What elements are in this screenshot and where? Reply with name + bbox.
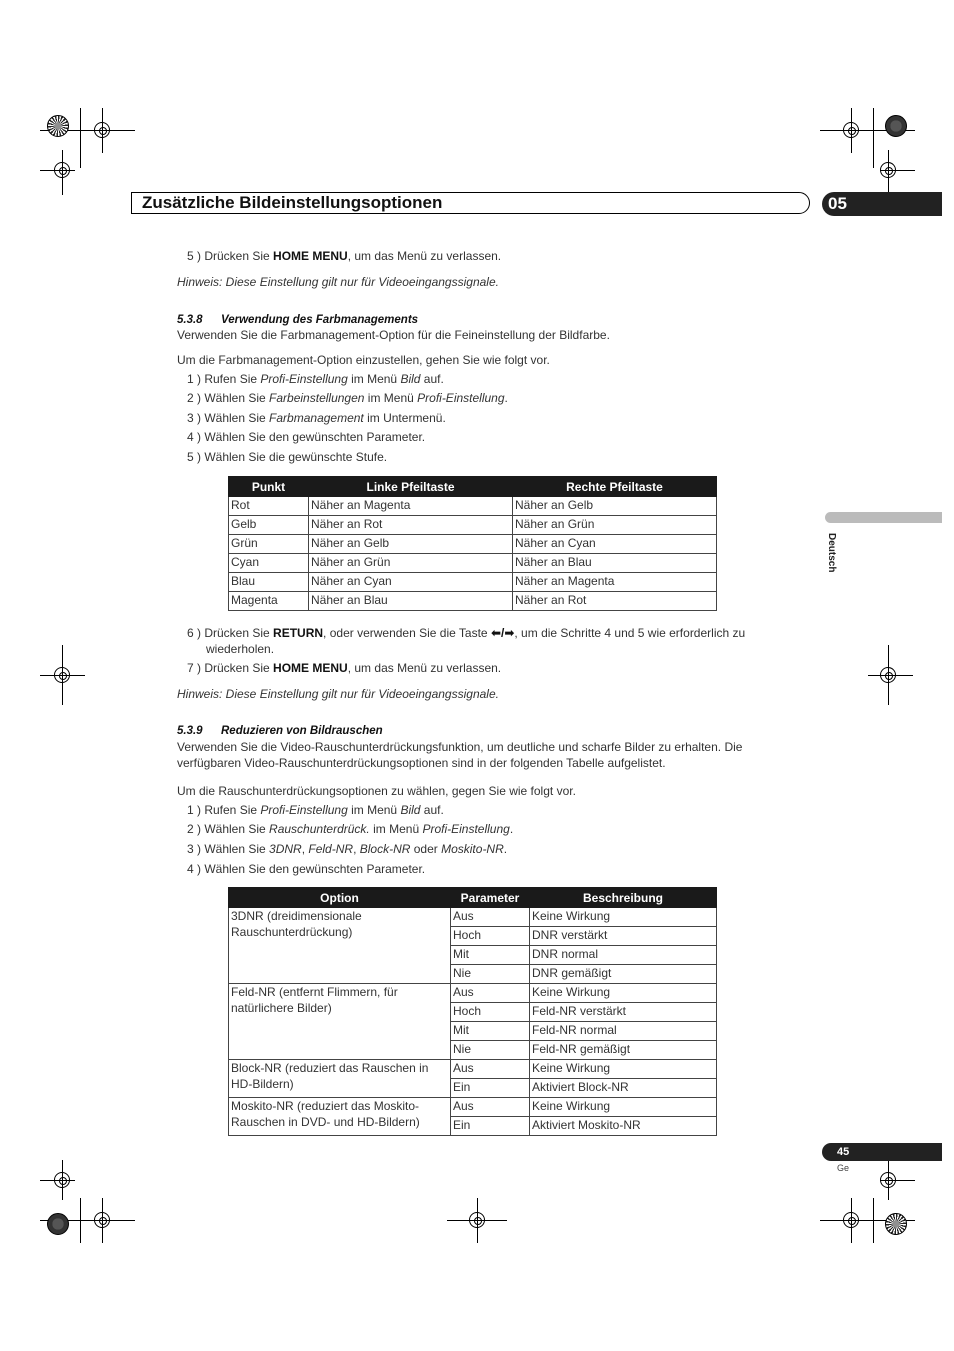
chapter-title: Zusätzliche Bildeinstellungsoptionen xyxy=(142,193,443,212)
table-cell: Magenta xyxy=(229,592,309,611)
table-cell: Mit xyxy=(451,1022,530,1041)
table-cell: DNR gemäßigt xyxy=(530,965,717,984)
step-item: 6 ) Drücken Sie RETURN, oder verwenden Sie die Taste ⬅/➡, um die Schritte 4 und 5 wie erforderlich zu xyxy=(187,626,746,640)
table-cell: Näher an Rot xyxy=(309,516,513,535)
table-cell: Keine Wirkung xyxy=(530,1098,717,1117)
registration-target-icon xyxy=(54,162,70,178)
registration-target-icon xyxy=(54,667,70,683)
step-item: 3 ) Wählen Sie Farbmanagement im Untermenü. xyxy=(187,411,446,425)
table-row xyxy=(229,535,717,554)
table-row xyxy=(229,497,717,516)
table-cell: Rot xyxy=(229,497,309,516)
step-item: 1 ) Rufen Sie Profi-Einstellung im Menü Bild auf. xyxy=(187,803,444,817)
table-cell: DNR normal xyxy=(530,946,717,965)
table-cell: Keine Wirkung xyxy=(530,908,717,927)
noise-reduction-table xyxy=(228,887,717,1136)
paragraph: Um die Farbmanagement-Option einzustellen, gehen Sie wie folgt vor. xyxy=(177,353,550,367)
table-cell: Näher an Blau xyxy=(309,592,513,611)
table-cell: Aktiviert Block-NR xyxy=(530,1079,717,1098)
paragraph: Um die Rauschunterdrückungsoptionen zu wählen, gegen Sie wie folgt vor. xyxy=(177,784,576,798)
step-item: 7 ) Drücken Sie HOME MENU, um das Menü zu verlassen. xyxy=(187,661,502,675)
table-header: Punkt xyxy=(229,477,309,497)
section-heading: 5.3.8 Verwendung des Farbmanagements xyxy=(177,314,419,326)
table-cell: Feld-NR normal xyxy=(530,1022,717,1041)
table-cell: Block-NR (reduziert das Rauschen in HD-Bildern) xyxy=(229,1060,451,1098)
table-header: Option xyxy=(229,888,451,908)
table-cell: Keine Wirkung xyxy=(530,984,717,1003)
table-cell: Nie xyxy=(451,1041,530,1060)
table-cell: Näher an Cyan xyxy=(309,573,513,592)
table-cell: Grün xyxy=(229,535,309,554)
table-row xyxy=(229,1098,717,1117)
table-header: Linke Pfeiltaste xyxy=(309,477,513,497)
registration-target-icon xyxy=(880,1172,896,1188)
table-row xyxy=(229,908,717,927)
table-cell: Keine Wirkung xyxy=(530,1060,717,1079)
registration-target-icon xyxy=(880,667,896,683)
step-item: 1 ) Rufen Sie Profi-Einstellung im Menü Bild auf. xyxy=(187,372,444,386)
table-cell: Hoch xyxy=(451,927,530,946)
table-cell: Aus xyxy=(451,1098,530,1117)
registration-disc-icon xyxy=(47,115,69,137)
section-heading: 5.3.9 Reduzieren von Bildrauschen xyxy=(177,725,383,737)
table-cell: Näher an Blau xyxy=(513,554,717,573)
step-item: 5 ) Drücken Sie HOME MENU, um das Menü zu verlassen. xyxy=(187,249,502,263)
arrow-keys-icon: ⬅/➡ xyxy=(490,626,515,640)
table-cell: Mit xyxy=(451,946,530,965)
chapter-number: 05 xyxy=(822,192,942,216)
step-item: 2 ) Wählen Sie Rauschunterdrück. im Menü Profi-Einstellung. xyxy=(187,822,514,836)
table-cell: Näher an Grün xyxy=(513,516,717,535)
language-code: Ge xyxy=(837,1163,850,1173)
table-row xyxy=(229,1060,717,1079)
table-cell: Aktiviert Moskito-NR xyxy=(530,1117,717,1136)
step-item: 4 ) Wählen Sie den gewünschten Parameter. xyxy=(187,430,426,444)
table-cell: Blau xyxy=(229,573,309,592)
table-cell: Feld-NR gemäßigt xyxy=(530,1041,717,1060)
table-cell: Nie xyxy=(451,965,530,984)
step-item: 3 ) Wählen Sie 3DNR, Feld-NR, Block-NR oder Moskito-NR. xyxy=(187,842,508,856)
table-cell: Moskito-NR (reduziert das Moskito-Rauschen in DVD- und HD-Bildern) xyxy=(229,1098,451,1136)
table-cell: 3DNR (dreidimensionale Rauschunterdrückung) xyxy=(229,908,451,984)
language-side-tab xyxy=(825,512,942,523)
paragraph: Verwenden Sie die Farbmanagement-Option für die Feineinstellung der Bildfarbe. xyxy=(177,328,610,342)
table-cell: Näher an Gelb xyxy=(513,497,717,516)
table-cell: Näher an Rot xyxy=(513,592,717,611)
step-item: 5 ) Wählen Sie die gewünschte Stufe. xyxy=(187,450,388,464)
table-cell: Näher an Gelb xyxy=(309,535,513,554)
table-header: Beschreibung xyxy=(530,888,717,908)
table-header: Rechte Pfeiltaste xyxy=(513,477,717,497)
table-cell: Ein xyxy=(451,1117,530,1136)
paragraph: Verwenden Sie die Video-Rauschunterdrückungsfunktion, um deutliche und scharfe Bilder zu erhalten. Die xyxy=(177,740,743,754)
table-cell: Näher an Magenta xyxy=(309,497,513,516)
table-cell: Feld-NR verstärkt xyxy=(530,1003,717,1022)
table-cell: Aus xyxy=(451,1060,530,1079)
table-header: Parameter xyxy=(451,888,530,908)
table-cell: Ein xyxy=(451,1079,530,1098)
note-text: Hinweis: Diese Einstellung gilt nur für Videoeingangssignale. xyxy=(177,275,499,289)
step-item-continuation: wiederholen. xyxy=(206,642,275,656)
table-cell: Aus xyxy=(451,908,530,927)
table-cell: Näher an Grün xyxy=(309,554,513,573)
table-cell: Hoch xyxy=(451,1003,530,1022)
registration-target-icon xyxy=(880,162,896,178)
registration-target-icon xyxy=(843,122,859,138)
language-side-label: Deutsch xyxy=(826,533,837,573)
color-management-table xyxy=(228,476,717,611)
table-cell: Näher an Cyan xyxy=(513,535,717,554)
table-row xyxy=(229,592,717,611)
page-number: 45 xyxy=(837,1146,850,1158)
table-row xyxy=(229,516,717,535)
registration-disc-icon xyxy=(885,115,907,137)
table-row xyxy=(229,554,717,573)
table-cell: Näher an Magenta xyxy=(513,573,717,592)
table-cell: Feld-NR (entfernt Flimmern, für natürlichere Bilder) xyxy=(229,984,451,1060)
registration-disc-icon xyxy=(47,1213,69,1235)
registration-target-icon xyxy=(469,1212,485,1228)
table-cell: Aus xyxy=(451,984,530,1003)
step-item: 2 ) Wählen Sie Farbeinstellungen im Menü Profi-Einstellung. xyxy=(187,391,508,405)
registration-disc-icon xyxy=(885,1213,907,1235)
table-row xyxy=(229,573,717,592)
note-text: Hinweis: Diese Einstellung gilt nur für Videoeingangssignale. xyxy=(177,687,499,701)
table-cell: Cyan xyxy=(229,554,309,573)
registration-target-icon xyxy=(54,1172,70,1188)
registration-target-icon xyxy=(94,122,110,138)
table-cell: Gelb xyxy=(229,516,309,535)
paragraph: verfügbaren Video-Rauschunterdrückungsoptionen sind in der folgenden Tabelle aufgelistet. xyxy=(177,756,666,770)
table-cell: DNR verstärkt xyxy=(530,927,717,946)
step-item: 4 ) Wählen Sie den gewünschten Parameter. xyxy=(187,862,426,876)
registration-target-icon xyxy=(843,1212,859,1228)
table-row xyxy=(229,984,717,1003)
registration-target-icon xyxy=(94,1212,110,1228)
